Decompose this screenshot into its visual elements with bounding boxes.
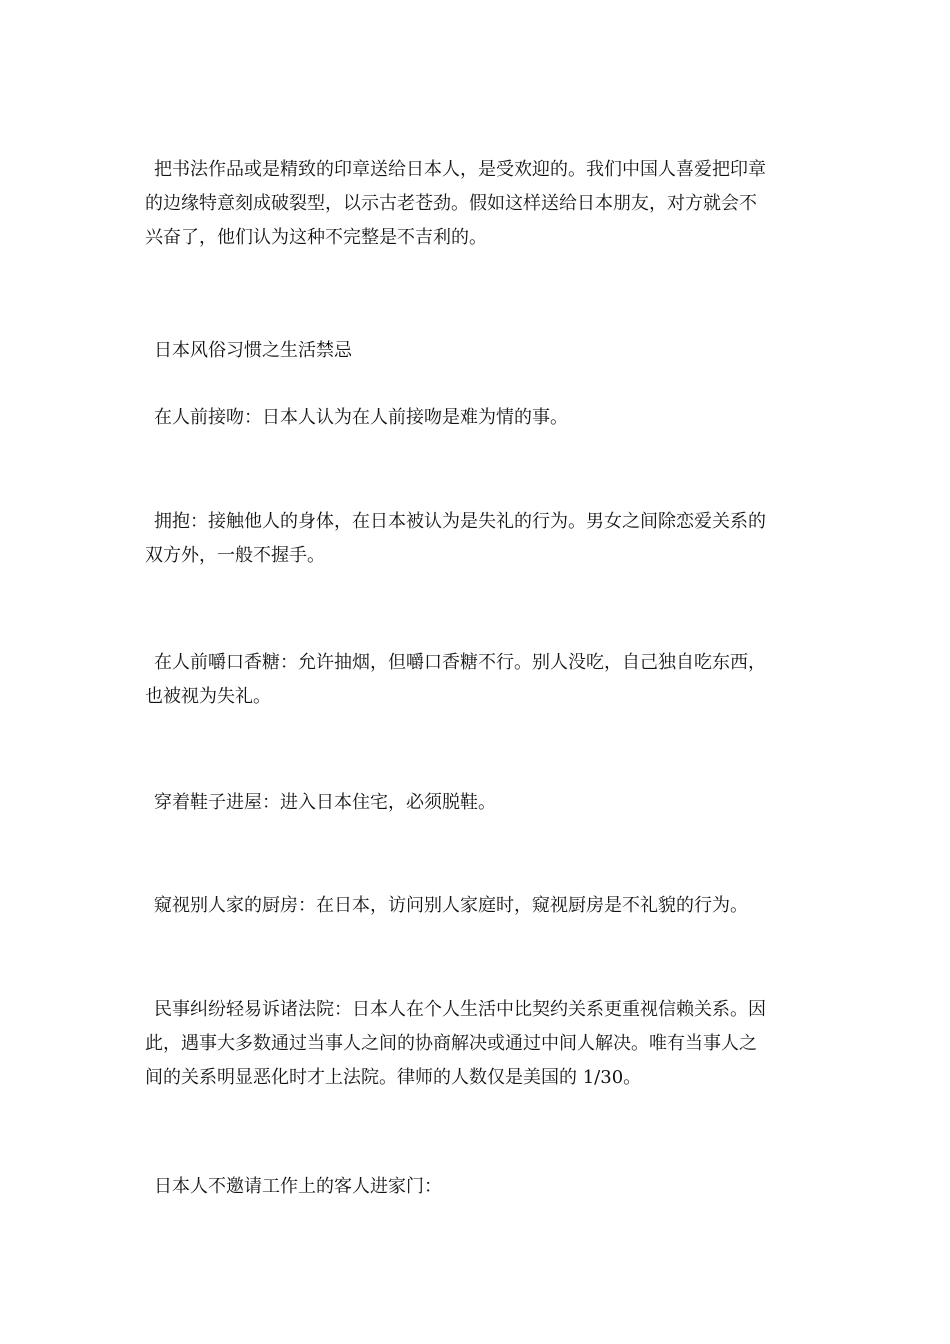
paragraph-kissing (145, 401, 810, 435)
text-line: 穿着鞋子进屋：进入日本住宅，必须脱鞋。 (154, 792, 496, 813)
paragraph-seal-gift (145, 153, 810, 255)
heading-text: 日本风俗习惯之生活禁忌 (154, 340, 352, 361)
text-line: 在人前接吻：日本人认为在人前接吻是难为情的事。 (154, 407, 568, 428)
text-line: 此，遇事大多数通过当事人之间的协商解决或通过中间人解决。唯有当事人之 (145, 1033, 757, 1054)
text-line: 兴奋了，他们认为这种不完整是不吉利的。 (145, 227, 487, 248)
text-line: 的边缘特意刻成破裂型，以示古老苍劲。假如这样送给日本朋友，对方就会不 (145, 193, 757, 214)
paragraph-hugging (145, 505, 810, 573)
text-line: 双方外，一般不握手。 (145, 545, 325, 566)
text-line: 日本人不邀请工作上的客人进家门： (154, 1176, 442, 1197)
text-line: 把书法作品或是精致的印章送给日本人，是受欢迎的。我们中国人喜爱把印章 (154, 159, 766, 180)
paragraph-shoes (145, 786, 810, 820)
text-line: 拥抱：接触他人的身体，在日本被认为是失礼的行为。男女之间除恋爱关系的 (154, 511, 766, 532)
paragraph-work-guests (145, 1170, 810, 1204)
text-line: 在人前嚼口香糖：允许抽烟，但嚼口香糖不行。别人没吃，自己独自吃东西， (154, 652, 766, 673)
section-heading (145, 334, 810, 368)
text-line: 窥视别人家的厨房：在日本，访问别人家庭时，窥视厨房是不礼貌的行为。 (154, 895, 748, 916)
text-line: 民事纠纷轻易诉诸法院：日本人在个人生活中比契约关系更重视信赖关系。因 (154, 999, 766, 1020)
paragraph-chewing-gum (145, 646, 810, 714)
text-line: 间的关系明显恶化时才上法院。律师的人数仅是美国的 1/30。 (145, 1067, 642, 1088)
text-line: 也被视为失礼。 (145, 686, 271, 707)
paragraph-lawsuits (145, 993, 810, 1095)
paragraph-kitchen (145, 889, 810, 923)
